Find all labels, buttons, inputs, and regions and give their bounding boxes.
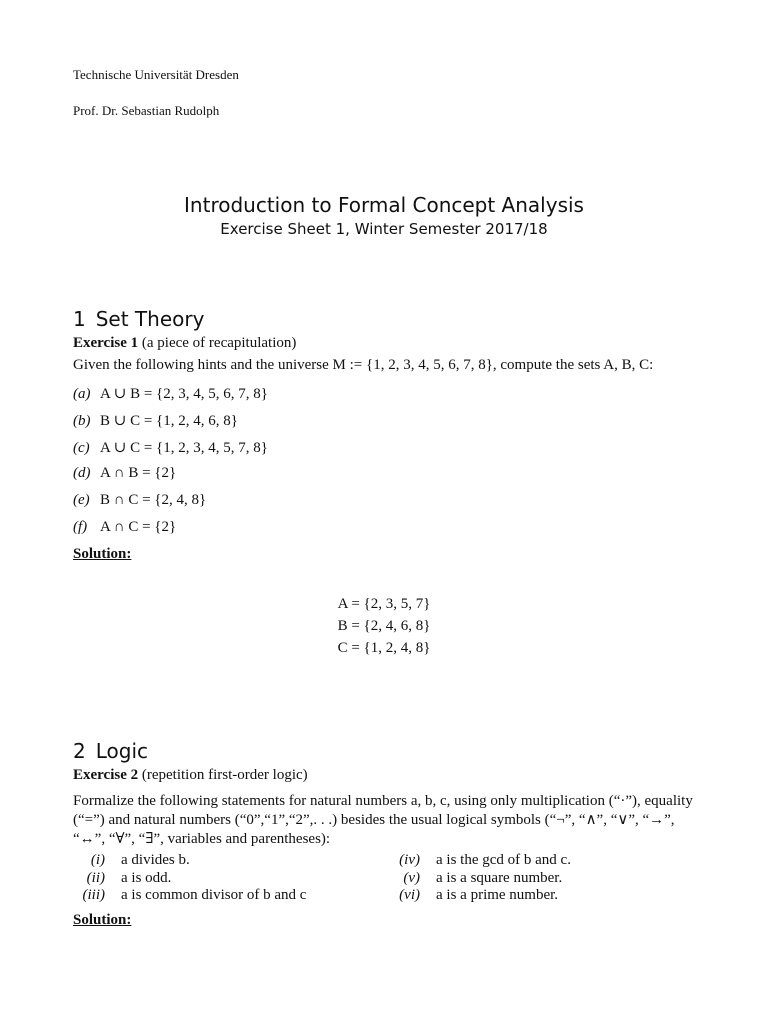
statement-iii — [73, 887, 306, 904]
statement-label: (vi) — [399, 887, 420, 903]
exercise-1-intro: Given the following hints and the universe M := {1, 2, 3, 4, 5, 6, 7, 8}, compute the sets A, B, C: — [73, 357, 654, 373]
section-heading-set-theory — [73, 307, 204, 331]
hint-label: (f) — [73, 519, 88, 535]
hint-label: (b) — [73, 413, 91, 429]
hint-label: (d) — [73, 465, 91, 481]
hint-label: (a) — [73, 386, 91, 402]
hint-c — [73, 438, 268, 457]
document-title: Introduction to Formal Concept Analysis — [184, 193, 584, 217]
exercise-2-header — [73, 767, 308, 784]
hint-text: B ∪ C = {1, 2, 4, 6, 8} — [100, 413, 238, 429]
hint-e — [73, 492, 206, 509]
solution-set-a: A = {2, 3, 5, 7} — [337, 596, 431, 612]
section-number: 2 — [73, 739, 86, 763]
hint-text: A ∩ B = {2} — [100, 465, 177, 481]
statement-label: (i) — [90, 852, 105, 868]
statement-text: a is a prime number. — [436, 887, 559, 903]
professor-name: Prof. Dr. Sebastian Rudolph — [73, 103, 220, 118]
university-name: Technische Universität Dresden — [73, 67, 239, 82]
exercise-label: Exercise 2 — [73, 767, 139, 783]
statement-label: (v) — [403, 870, 420, 886]
statement-ii — [73, 870, 171, 887]
statement-text: a is odd. — [121, 870, 172, 886]
hint-a — [73, 384, 268, 403]
statement-text: a is common divisor of b and c — [121, 887, 307, 903]
hint-b — [73, 411, 238, 430]
exercise-note: (repetition first-order logic) — [141, 767, 308, 783]
statement-label: (iv) — [399, 852, 420, 868]
statement-vi — [388, 887, 558, 904]
hint-text: A ∪ C = {1, 2, 3, 4, 5, 7, 8} — [100, 440, 268, 456]
exercise-label: Exercise 1 — [73, 335, 139, 351]
hint-label: (c) — [73, 440, 90, 456]
solution-set-c: C = {1, 2, 4, 8} — [337, 640, 431, 656]
statement-text: a divides b. — [121, 852, 190, 868]
exercise-2-intro: Formalize the following statements for natural numbers a, b, c, using only multiplication (“·”), equality (“=”) and natural numbers (“0”,“1”,“2”,. . .) besides the usual logical symbols (“¬”, “∧”, “∨”, “→”, “↔”, “∀”, “∃”, variables and parentheses): — [73, 793, 693, 847]
section-number: 1 — [73, 307, 86, 331]
section-heading-logic — [73, 739, 148, 763]
hint-f — [73, 519, 176, 536]
statement-v — [388, 870, 562, 887]
hint-text: A ∩ C = {2} — [100, 519, 177, 535]
hint-text: A ∪ B = {2, 3, 4, 5, 6, 7, 8} — [100, 386, 268, 402]
solution-equations — [0, 596, 768, 662]
hint-text: B ∩ C = {2, 4, 8} — [100, 492, 207, 508]
exercise-note: (a piece of recapitulation) — [141, 335, 297, 351]
exercise-1-header — [73, 335, 296, 352]
statement-text: a is the gcd of b and c. — [436, 852, 571, 868]
statement-label: (iii) — [82, 887, 105, 903]
hint-label: (e) — [73, 492, 90, 508]
document-subtitle: Exercise Sheet 1, Winter Semester 2017/18 — [220, 220, 548, 238]
section-title: Set Theory — [95, 307, 205, 331]
statement-iv — [388, 852, 571, 869]
solution-label: Solution: — [73, 546, 132, 562]
solution-label: Solution: — [73, 912, 132, 928]
hint-d — [73, 465, 176, 482]
solution-set-b: B = {2, 4, 6, 8} — [337, 618, 431, 634]
section-title: Logic — [95, 739, 149, 763]
statement-text: a is a square number. — [436, 870, 563, 886]
statement-i — [73, 852, 190, 869]
statement-label: (ii) — [86, 870, 105, 886]
